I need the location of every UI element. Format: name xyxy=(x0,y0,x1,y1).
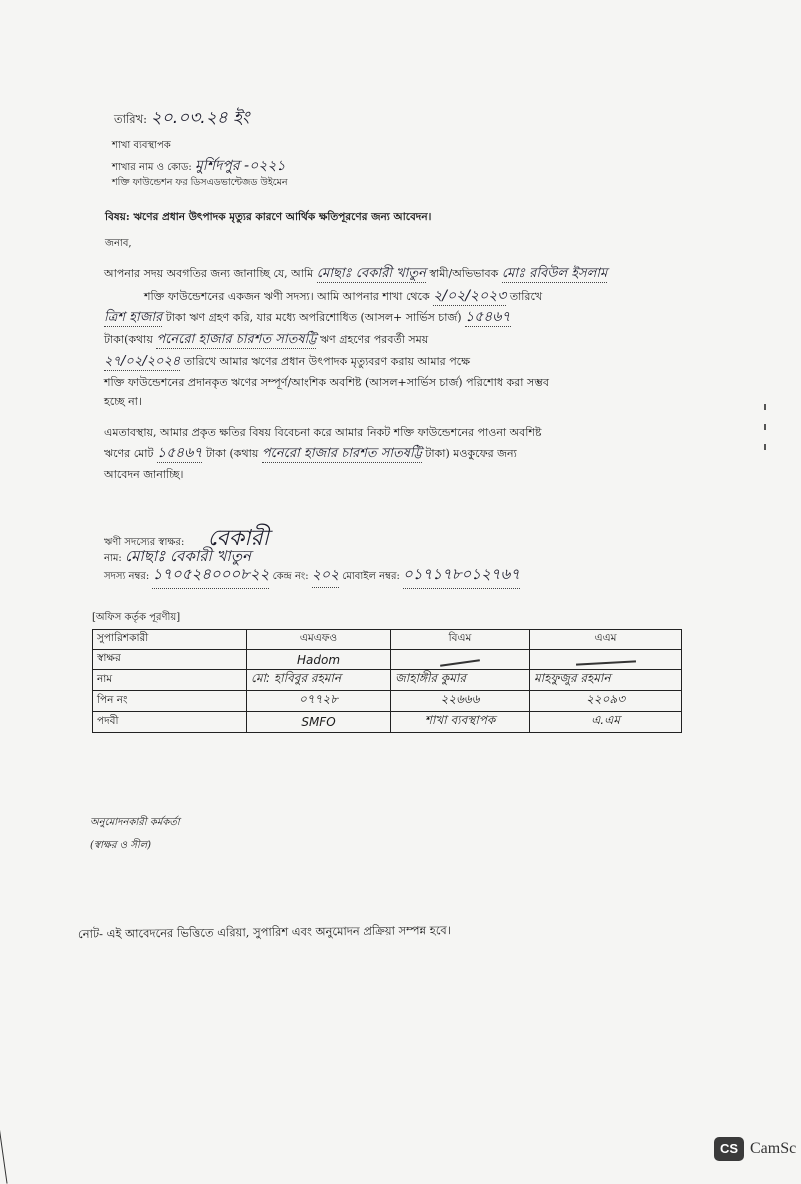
date-label: তারিখ: xyxy=(114,112,148,126)
recommendation-table xyxy=(92,629,682,733)
body-line-2 xyxy=(144,288,542,306)
signature-cell: Hadom xyxy=(247,650,391,670)
table-row xyxy=(93,670,682,691)
footer-note: নোট- এই আবেদনের ভিত্তিতে এরিয়া, সুপারিশ এবং অনুমোদন প্রক্রিয়া সম্পন্ন হবে। xyxy=(77,923,451,941)
member-id-label: সদস্য নম্বর: xyxy=(104,571,150,582)
table-cell: SMFO xyxy=(247,712,391,733)
table-row xyxy=(93,691,682,712)
scan-mark xyxy=(764,424,766,430)
loan-amount-words-field: ত্রিশ হাজার xyxy=(104,310,163,325)
organization-name: শক্তি ফাউন্ডেশন ফর ডিসএডভান্টেজড উইমেন xyxy=(112,177,288,188)
scan-edge-line xyxy=(0,1090,8,1183)
branch-label: শাখার নাম ও কোড: xyxy=(112,162,192,173)
table-header-row xyxy=(93,630,682,650)
signature-cell xyxy=(391,650,530,670)
table-cell: ২২৬৬৬ xyxy=(391,691,530,712)
body-line-3 xyxy=(104,309,511,327)
branch-line xyxy=(112,154,286,178)
death-date-field: ২৭/০২/২০২৪ xyxy=(104,354,181,369)
table-cell: জাহাঙ্গীর কুমার xyxy=(391,670,530,691)
body-line-6: শক্তি ফাউন্ডেশনের প্রদানকৃত ঋণের সম্পূর্ণ/আংশিক অবশিষ্ট (আসল+সার্ভিস চার্জ) পরিশোধ করা সম্ভব xyxy=(104,376,550,389)
mobile-value: ০১৭১৭৮০১২৭৬৭ xyxy=(403,563,520,589)
request-text: টাকা) মওকুফের জন্য xyxy=(425,447,517,460)
name-label: নাম: xyxy=(104,553,122,564)
approver-title: অনুমোদনকারী কর্মকর্তা xyxy=(90,817,180,828)
body-text: আপনার সদয় অবগতির জন্য জানাচ্ছি যে, আমি xyxy=(104,267,314,280)
body-text: তারিখে xyxy=(509,290,543,303)
loan-date-field: ২/০২/২০২৩ xyxy=(433,288,507,304)
body-text: তারিখে আমার ঋণের প্রধান উৎপাদক মৃত্যুবরণ করায় আমার পক্ষে xyxy=(183,355,471,368)
member-id-value: ১৭০৫২৪০০০৮২২ xyxy=(152,563,269,589)
body-line-4 xyxy=(104,331,428,349)
table-cell: মো: হাবিবুর রহমান xyxy=(247,670,391,691)
table-cell: ২২০৯৩ xyxy=(530,691,682,712)
handwritten-signature xyxy=(575,660,635,665)
salutation: জনাব, xyxy=(105,238,132,249)
body-line-7: হচ্ছে না। xyxy=(104,395,142,408)
body-text: টাকা(কথায় xyxy=(104,333,153,346)
body-text: শক্তি ফাউন্ডেশনের একজন ঋণী সদস্য। আমি আপনার শাখা থেকে xyxy=(144,290,430,303)
camscanner-logo-icon: CS xyxy=(714,1137,744,1161)
subject-line: বিষয়: ঋণের প্রধান উৎপাদক মৃত্যুর কারণে আর্থিক ক্ষতিপূরণের জন্য আবেদন। xyxy=(105,211,432,223)
scan-mark xyxy=(764,404,766,410)
applicant-name-value: মোছাঃ বেকারী খাতুন xyxy=(124,547,251,565)
body-text: টাকা ঋণ গ্রহণ করি, যার মধ্যে অপরিশোধিত (আসল+ সার্ভিস চার্জ) xyxy=(165,311,462,324)
applicant-signature: বেকারী xyxy=(207,526,269,551)
request-line-1: এমতাবস্থায়, আমার প্রকৃত ক্ষতির বিষয় বিবেচনা করে আমার নিকট শক্তি ফাউন্ডেশনের পাওনা অবশিষ্ট xyxy=(104,426,542,439)
addressee-title: শাখা ব্যবস্থাপক xyxy=(112,140,171,151)
office-use-label: [অফিস কর্তৃক পূরণীয়] xyxy=(92,612,181,623)
waiver-words-field: পনেরো হাজার চারশত সাতষট্টি xyxy=(261,446,422,461)
table-row xyxy=(93,712,682,733)
date-line xyxy=(114,105,249,133)
applicant-id-line xyxy=(104,563,520,589)
row-label: পিন নং xyxy=(93,691,247,712)
request-text: ঋণের মোট xyxy=(104,447,154,460)
table-header-cell: বিএম xyxy=(391,630,530,650)
table-row xyxy=(93,650,682,670)
body-line-5 xyxy=(104,353,470,371)
request-text: টাকা (কথায় xyxy=(205,447,259,460)
table-header-cell: এমএফও xyxy=(247,630,391,650)
center-label: কেন্দ্র নং: xyxy=(272,571,309,582)
outstanding-words-field: পনেরো হাজার চারশত সাতষট্টি xyxy=(156,332,317,347)
table-cell: শাখা ব্যবস্থাপক xyxy=(391,712,530,733)
date-value: ২০.০৩.২৪ ইং xyxy=(150,108,250,128)
handwritten-signature xyxy=(440,659,480,667)
branch-value: মুর্শিদপুর -০২২১ xyxy=(194,158,286,174)
table-cell: ০৭৭২৮ xyxy=(247,691,391,712)
table-header-cell: সুপারিশকারী xyxy=(93,630,247,650)
camscanner-watermark-text: CamSc xyxy=(750,1140,797,1157)
applicant-name-field: মোছাঃ বেকারী খাতুন xyxy=(316,266,426,281)
row-label: নাম xyxy=(93,670,247,691)
scan-mark xyxy=(764,444,766,450)
request-line-2 xyxy=(104,445,517,463)
outstanding-amount-field: ১৫৪৬৭ xyxy=(465,309,511,325)
table-cell: মাহফুজুর রহমান xyxy=(530,670,682,691)
row-label: স্বাক্ষর xyxy=(93,650,247,670)
table-cell: এ.এম xyxy=(530,712,682,733)
body-text: স্বামী/অভিভাবক xyxy=(429,267,499,280)
guardian-name-field: মোঃ রবিউল ইসলাম xyxy=(501,266,608,281)
request-line-3: আবেদন জানাচ্ছি। xyxy=(104,468,184,481)
row-label: পদবী xyxy=(93,712,247,733)
approver-subtitle: (স্বাক্ষর ও সীল) xyxy=(90,840,152,851)
mobile-label: মোবাইল নম্বর: xyxy=(342,571,400,582)
center-value: ২০২ xyxy=(312,563,339,588)
signature-cell xyxy=(530,650,682,670)
table-header-cell: এএম xyxy=(530,630,682,650)
waiver-amount-field: ১৫৪৬৭ xyxy=(156,445,203,461)
body-line-1 xyxy=(104,265,607,283)
body-text: ঋণ গ্রহণের পরবর্তী সময় xyxy=(319,333,429,346)
signature-label: ঋণী সদস্যের স্বাক্ষর: xyxy=(104,537,185,548)
